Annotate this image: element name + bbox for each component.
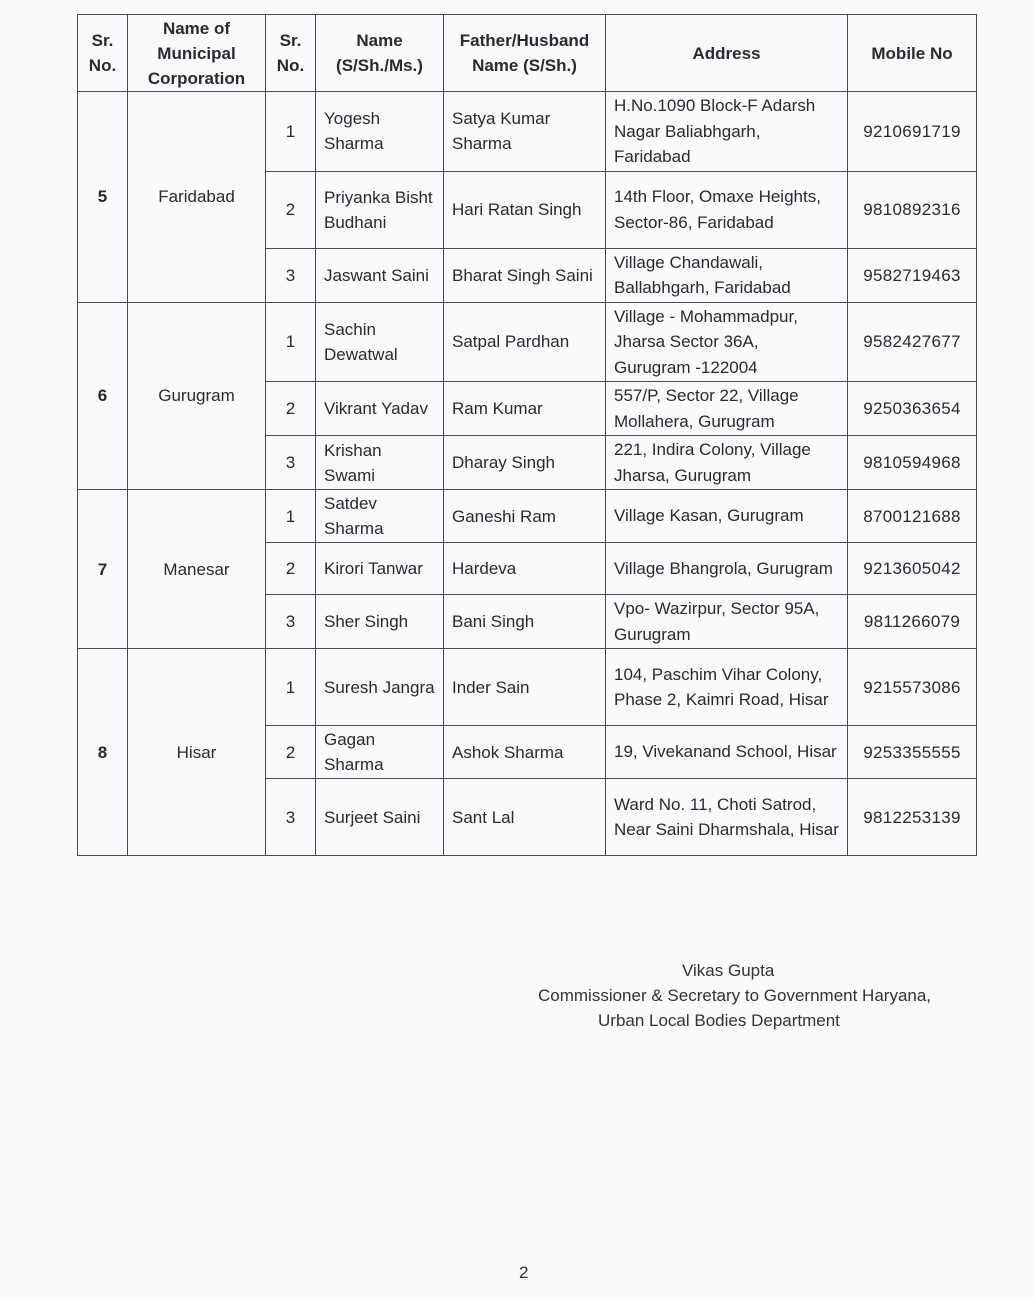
row-sr-no: 2 [266, 543, 316, 595]
person-name: Yogesh Sharma [316, 92, 444, 172]
address: Village Chandawali, Ballabhgarh, Faridabad [606, 248, 848, 302]
corporation-name: Manesar [128, 490, 266, 649]
header-name: Name (S/Sh./Ms.) [316, 15, 444, 92]
header-sub-sr-no: Sr. No. [266, 15, 316, 92]
group-sr-no: 7 [78, 490, 128, 649]
father-husband-name: Satya Kumar Sharma [444, 92, 606, 172]
address: 221, Indira Colony, Village Jharsa, Gurugram [606, 436, 848, 490]
signatory-department: Urban Local Bodies Department [598, 1011, 840, 1030]
mobile-number: 8700121688 [848, 490, 977, 543]
mobile-number: 9582719463 [848, 248, 977, 302]
person-name: Gagan Sharma [316, 726, 444, 779]
father-husband-name: Hari Ratan Singh [444, 171, 606, 248]
father-husband-name: Satpal Pardhan [444, 302, 606, 382]
row-sr-no: 2 [266, 726, 316, 779]
mobile-number: 9811266079 [848, 595, 977, 649]
address: Village Kasan, Gurugram [606, 490, 848, 543]
address: Vpo- Wazirpur, Sector 95A, Gurugram [606, 595, 848, 649]
mobile-number: 9810892316 [848, 171, 977, 248]
signatory-name: Vikas Gupta [682, 961, 775, 980]
row-sr-no: 1 [266, 649, 316, 726]
father-husband-name: Sant Lal [444, 779, 606, 856]
nominee-table [77, 14, 977, 856]
address: H.No.1090 Block-F Adarsh Nagar Baliabhgarh, Faridabad [606, 92, 848, 172]
corporation-name: Faridabad [128, 92, 266, 303]
person-name: Suresh Jangra [316, 649, 444, 726]
mobile-number: 9812253139 [848, 779, 977, 856]
row-sr-no: 3 [266, 248, 316, 302]
group-sr-no: 6 [78, 302, 128, 490]
father-husband-name: Dharay Singh [444, 436, 606, 490]
row-sr-no: 2 [266, 171, 316, 248]
mobile-number: 9582427677 [848, 302, 977, 382]
row-sr-no: 1 [266, 92, 316, 172]
table-header-row [78, 15, 977, 92]
header-address: Address [606, 15, 848, 92]
page-number: 2 [519, 1263, 529, 1282]
row-sr-no: 3 [266, 595, 316, 649]
person-name: Priyanka Bisht Budhani [316, 171, 444, 248]
table-row [78, 490, 977, 543]
header-corporation: Name of Municipal Corporation [128, 15, 266, 92]
person-name: Sher Singh [316, 595, 444, 649]
row-sr-no: 1 [266, 490, 316, 543]
address: 104, Paschim Vihar Colony, Phase 2, Kaimri Road, Hisar [606, 649, 848, 726]
mobile-number: 9213605042 [848, 543, 977, 595]
mobile-number: 9253355555 [848, 726, 977, 779]
address: 19, Vivekanand School, Hisar [606, 726, 848, 779]
person-name: Surjeet Saini [316, 779, 444, 856]
row-sr-no: 3 [266, 779, 316, 856]
mobile-number: 9250363654 [848, 382, 977, 436]
address: Village Bhangrola, Gurugram [606, 543, 848, 595]
table-body [78, 92, 977, 856]
mobile-number: 9215573086 [848, 649, 977, 726]
table-row [78, 92, 977, 172]
father-husband-name: Ganeshi Ram [444, 490, 606, 543]
address: 14th Floor, Omaxe Heights, Sector-86, Faridabad [606, 171, 848, 248]
address: Village - Mohammadpur, Jharsa Sector 36A, Gurugram -122004 [606, 302, 848, 382]
table-row [78, 649, 977, 726]
signatory-title: Commissioner & Secretary to Government Haryana, [538, 986, 932, 1005]
person-name: Sachin Dewatwal [316, 302, 444, 382]
table-row [78, 302, 977, 382]
person-name: Satdev Sharma [316, 490, 444, 543]
group-sr-no: 5 [78, 92, 128, 303]
father-husband-name: Hardeva [444, 543, 606, 595]
corporation-name: Gurugram [128, 302, 266, 490]
person-name: Vikrant Yadav [316, 382, 444, 436]
father-husband-name: Bani Singh [444, 595, 606, 649]
person-name: Krishan Swami [316, 436, 444, 490]
row-sr-no: 1 [266, 302, 316, 382]
address: Ward No. 11, Choti Satrod, Near Saini Dharmshala, Hisar [606, 779, 848, 856]
father-husband-name: Inder Sain [444, 649, 606, 726]
mobile-number: 9210691719 [848, 92, 977, 172]
row-sr-no: 3 [266, 436, 316, 490]
header-father-husband: Father/Husband Name (S/Sh.) [444, 15, 606, 92]
father-husband-name: Bharat Singh Saini [444, 248, 606, 302]
person-name: Jaswant Saini [316, 248, 444, 302]
corporation-name: Hisar [128, 649, 266, 856]
header-sr-no: Sr. No. [78, 15, 128, 92]
header-mobile: Mobile No [848, 15, 977, 92]
group-sr-no: 8 [78, 649, 128, 856]
person-name: Kirori Tanwar [316, 543, 444, 595]
row-sr-no: 2 [266, 382, 316, 436]
mobile-number: 9810594968 [848, 436, 977, 490]
address: 557/P, Sector 22, Village Mollahera, Gurugram [606, 382, 848, 436]
father-husband-name: Ashok Sharma [444, 726, 606, 779]
father-husband-name: Ram Kumar [444, 382, 606, 436]
